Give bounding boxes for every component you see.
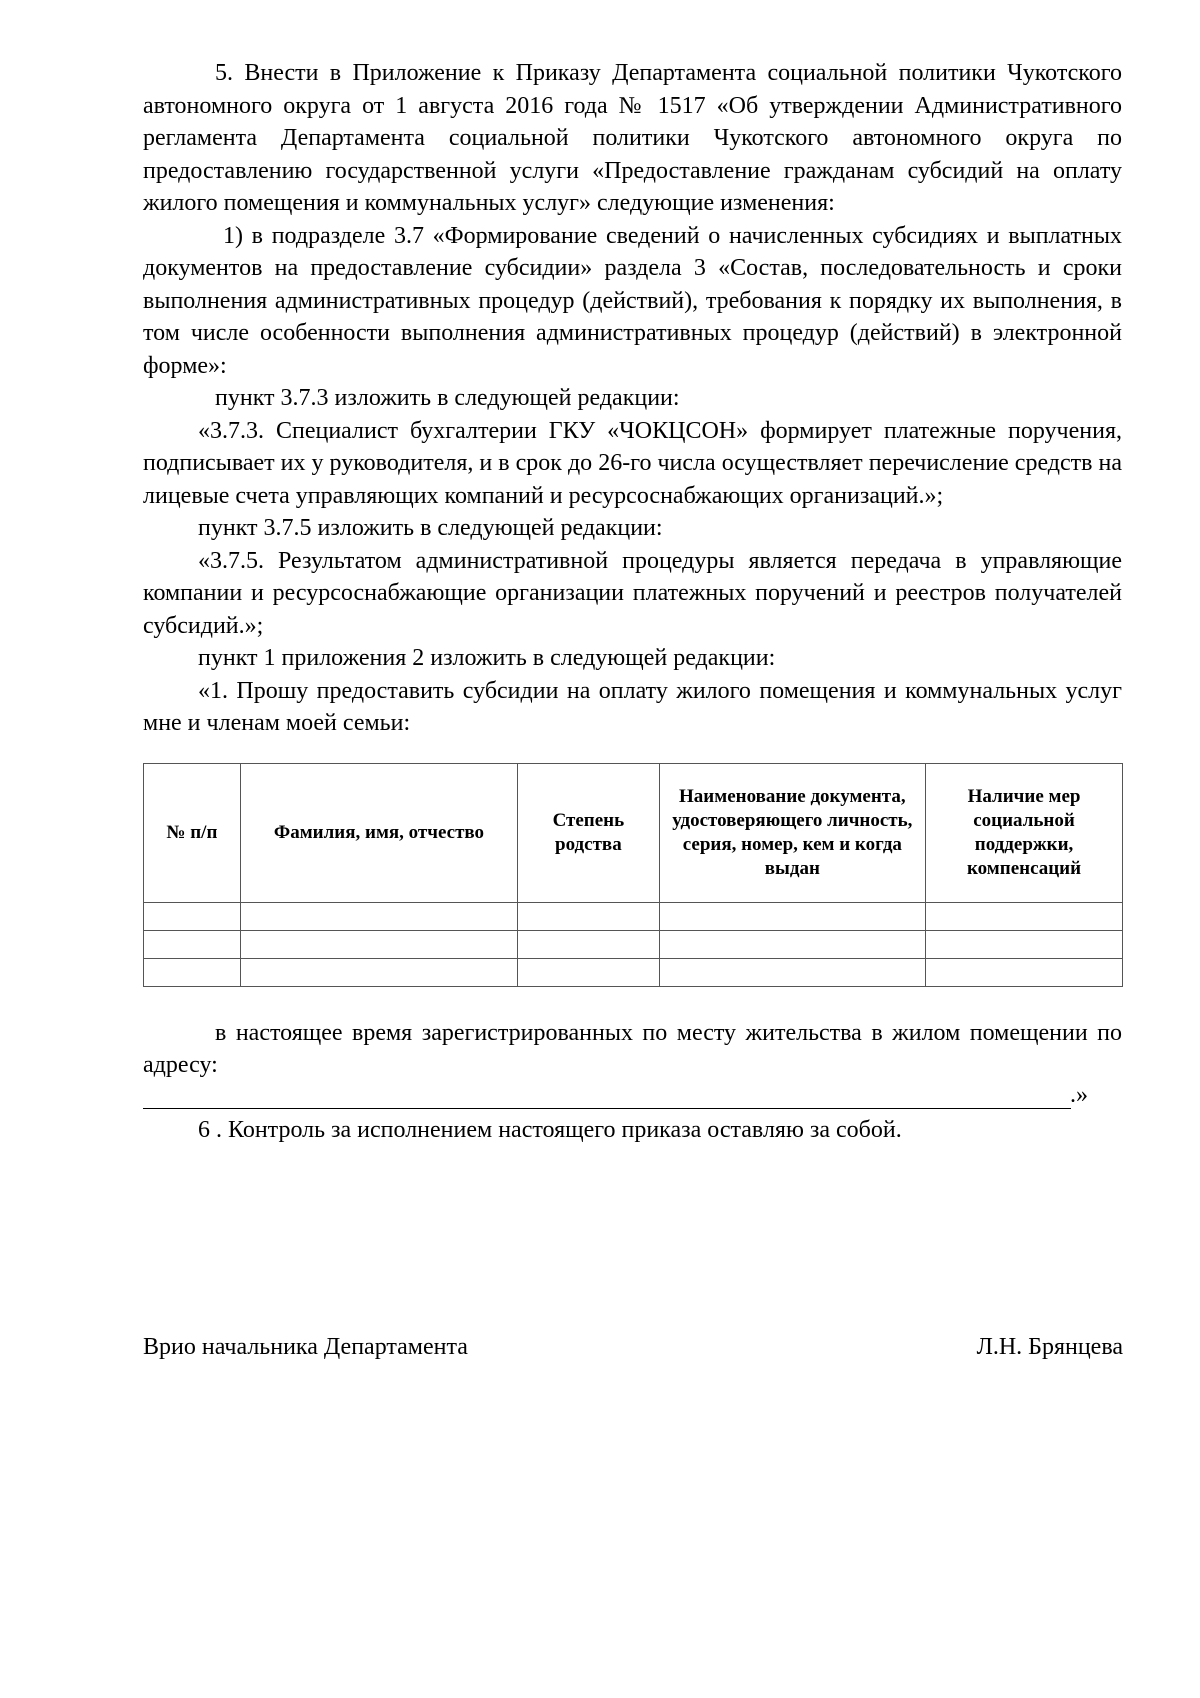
clause-3-7-3-text: «3.7.3. Специалист бухгалтерии ГКУ «ЧОКЦСОН» формирует платежные поручения, подписывает их у руководителя, и в срок до 26-го числа осуществляет перечисление средств на лицевые счета управляющих компаний и ресурсоснабжающих организаций.»; [143,417,1122,509]
table-cell [240,958,517,986]
table-row [144,958,1123,986]
table-cell [659,902,926,930]
clause-3-7-5-text: «3.7.5. Результатом административной процедуры является передача в управляющие компании и ресурсоснабжающие организации платежных поручений и реестров получателей субсидий.»; [143,547,1122,639]
appendix-2-intro: пункт 1 приложения 2 изложить в следующей редакции: [198,645,776,671]
table-cell [240,902,517,930]
subparagraph-1: 1) в подразделе 3.7 «Формирование сведений о начисленных субсидиях и выплатных документов на предоставление субсидии» раздела 3 «Состав, последовательность и сроки выполнения административных процедур (действий), требования к порядку их выполнения, в том числе особенности выполнения административных процедур (действий) в электронной форме»: [143,222,1122,379]
address-underline [143,1108,1071,1109]
table-cell [144,902,241,930]
appendix-2-text: «1. Прошу предоставить субсидии на оплату жилого помещения и коммунальных услуг мне и членам моей семьи: [143,677,1122,736]
header-social-support: Наличие мер социальной поддержки, компенсаций [926,763,1123,902]
signatory-position: Врио начальника Департамента [143,1334,468,1360]
paragraph-5: 5. Внести в Приложение к Приказу Департамента социальной политики Чукотского автономного округа от 1 августа 2016 года № 1517 «Об утверждении Административного регламента Департамента социальной политики Чукотского автономного округа по предоставлению государственной услуги «Предоставление гражданам субсидий на оплату жилого помещения и коммунальных услуг» следующие изменения: [143,60,1122,216]
table-row [144,902,1123,930]
table-cell [659,958,926,986]
table-cell [144,958,241,986]
family-members-table [143,763,1123,987]
table-row [144,930,1123,958]
address-blank-line [143,1082,1123,1114]
clause-3-7-5-intro: пункт 3.7.5 изложить в следующей редакции: [198,515,663,541]
table-cell [926,902,1123,930]
signatory-name: Л.Н. Брянцева [976,1334,1123,1360]
table-cell [518,930,659,958]
header-relationship: Степень родства [518,763,659,902]
table-cell [144,930,241,958]
header-number: № п/п [144,763,241,902]
signature-block [143,1331,1123,1364]
clause-3-7-3-intro: пункт 3.7.3 изложить в следующей редакции: [215,385,680,411]
table-cell [926,930,1123,958]
header-identity-document: Наименование документа, удостоверяющего личность, серия, номер, кем и когда выдан [659,763,926,902]
table-cell [518,902,659,930]
table-header-row [144,763,1123,902]
table-cell [926,958,1123,986]
table-cell [240,930,517,958]
table-cell [518,958,659,986]
table-cell [659,930,926,958]
paragraph-6: 6 . Контроль за исполнением настоящего приказа оставляю за собой. [198,1116,902,1143]
residence-text: в настоящее время зарегистрированных по месту жительства в жилом помещении по адресу: [143,1019,1122,1078]
address-line-end: .» [1070,1082,1088,1108]
header-full-name: Фамилия, имя, отчество [240,763,517,902]
